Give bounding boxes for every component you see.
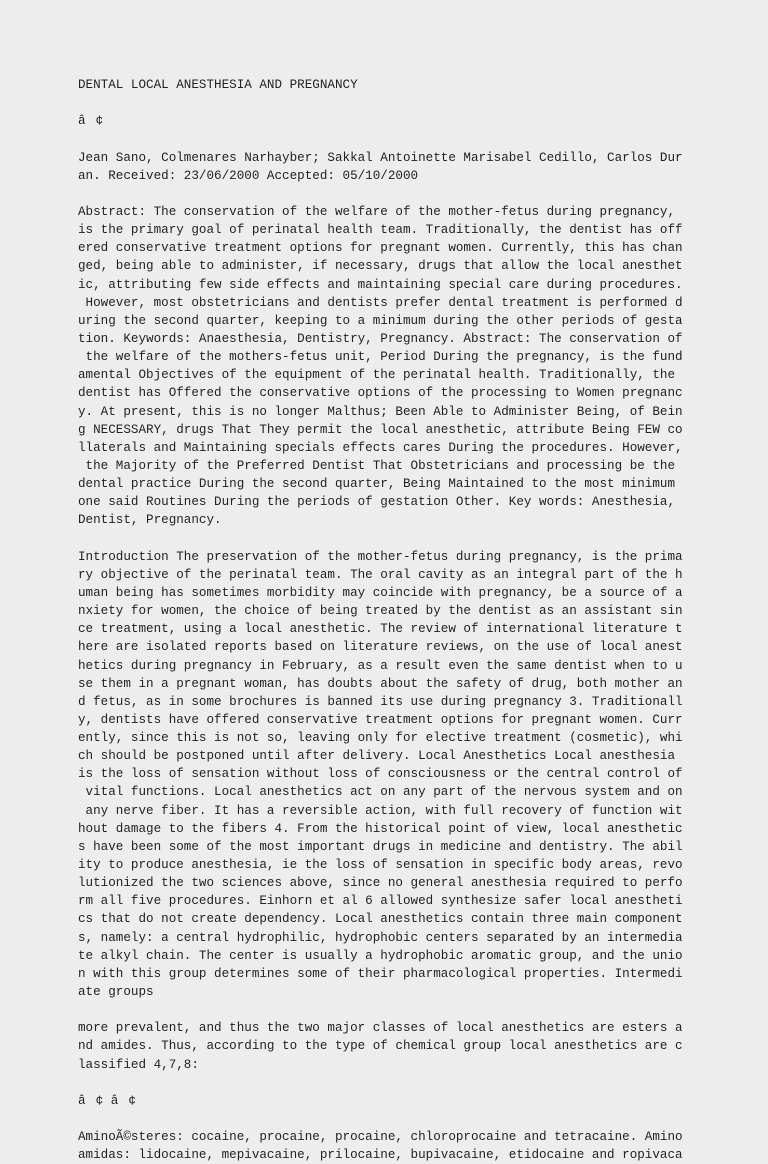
introduction-paragraph [78, 548, 698, 1002]
text-line: n with this group determines some of their pharmacological properties. Intermedi [78, 966, 683, 981]
text-line: the Majority of the Preferred Dentist That Obstetricians and processing be the [78, 458, 676, 473]
text-line: nxiety for women, the choice of being treated by the dentist as an assistant sin [78, 604, 683, 619]
text-line: nd amides. Thus, according to the type of chemical group local anesthetics are c [78, 1039, 683, 1054]
text-line: Dentist, Pregnancy. [78, 513, 222, 528]
document-title: DENTAL LOCAL ANESTHESIA AND PREGNANCY [78, 78, 358, 92]
text-line: uman being has sometimes morbidity may coincide with pregnancy, be a source of a [78, 585, 683, 600]
text-line: y. At present, this is no longer Malthus; Been Able to Administer Being, of Bein [78, 404, 683, 419]
document-body [78, 76, 698, 1164]
abstract-paragraph [78, 203, 698, 530]
text-line: an. Received: 23/06/2000 Accepted: 05/10/2000 [78, 168, 419, 183]
text-line: lassified 4,7,8: [78, 1057, 199, 1072]
text-line: any nerve fiber. It has a reversible action, with full recovery of function wit [78, 803, 683, 818]
text-line: ered conservative treatment options for pregnant women. Currently, this has chan [78, 241, 683, 256]
text-line: uring the second quarter, keeping to a minimum during the other periods of gesta [78, 313, 683, 328]
text-line: hout damage to the fibers 4. From the historical point of view, local anesthetic [78, 821, 683, 836]
text-line: lutionized the two sciences above, since no general anesthesia required to perfo [78, 876, 683, 891]
text-line: ic, attributing few side effects and maintaining special care during procedures. [78, 277, 683, 292]
text-line: d fetus, as in some brochures is banned its use during pregnancy 3. Traditionall [78, 694, 683, 709]
text-line: Jean Sano, Colmenares Narhayber; Sakkal Antoinette Marisabel Cedillo, Carlos Dur [78, 150, 683, 165]
text-line: ry objective of the perinatal team. The oral cavity as an integral part of the h [78, 567, 683, 582]
text-line: ate groups [78, 985, 154, 1000]
text-line: amental Objectives of the equipment of the perinatal health. Traditionally, the [78, 368, 676, 383]
text-line: one said Routines During the periods of gestation Other. Key words: Anesthesia, [78, 495, 676, 510]
text-line: cs that do not create dependency. Local anesthetics contain three main component [78, 912, 683, 927]
text-line: ce treatment, using a local anesthetic. The review of international literature t [78, 622, 683, 637]
text-line: ently, since this is not so, leaving only for elective treatment (cosmetic), whi [78, 731, 683, 746]
text-line: is the loss of sensation without loss of consciousness or the central control of [78, 767, 683, 782]
text-line: the welfare of the mothers-fetus unit, Period During the pregnancy, is the fund [78, 350, 683, 365]
text-line: here are isolated reports based on literature reviews, on the use of local anest [78, 640, 683, 655]
text-line: se them in a pregnant woman, has doubts about the safety of drug, both mother an [78, 676, 683, 691]
text-line: hetics during pregnancy in February, as a result even the same dentist when to u [78, 658, 683, 673]
text-line: Introduction The preservation of the mother-fetus during pregnancy, is the prima [78, 549, 683, 564]
text-line: y, dentists have offered conservative treatment options for pregnant women. Curr [78, 712, 683, 727]
text-line: dentist has Offered the conservative options of the processing to Women pregnanc [78, 386, 683, 401]
text-line: tion. Keywords: Anaesthesia, Dentistry, Pregnancy. Abstract: The conservation of [78, 331, 683, 346]
text-line: more prevalent, and thus the two major classes of local anesthetics are esters a [78, 1021, 683, 1036]
text-line: is the primary goal of perinatal health team. Traditionally, the dentist has off [78, 223, 683, 238]
text-line: llaterals and Maintaining specials effects cares During the procedures. However, [78, 440, 683, 455]
text-line: ged, being able to administer, if necessary, drugs that allow the local anesthet [78, 259, 683, 274]
text-line: dental practice During the second quarter, Being Maintained to the most minimum [78, 477, 676, 492]
text-line: However, most obstetricians and dentists prefer dental treatment is performed d [78, 295, 683, 310]
authors-paragraph [78, 149, 698, 185]
text-line: g NECESSARY, drugs That They permit the local anesthetic, attribute Being FEW co [78, 422, 683, 437]
continuation-paragraph [78, 1019, 698, 1073]
text-line: s have been some of the most important drugs in medicine and dentistry. The abil [78, 839, 683, 854]
text-line: te alkyl chain. The center is usually a hydrophobic aromatic group, and the unio [78, 948, 683, 963]
bullet-glyph: â¢ [78, 114, 104, 129]
bullet-glyphs: â¢ â¢ [78, 1093, 136, 1108]
text-line: ity to produce anesthesia, ie the loss of sensation in specific body areas, revo [78, 858, 683, 873]
text-line: s, namely: a central hydrophilic, hydrophobic centers separated by an intermedia [78, 930, 683, 945]
anesthetic-classes-paragraph [78, 1128, 698, 1164]
text-line: rm all five procedures. Einhorn et al 6 allowed synthesize safer local anestheti [78, 894, 683, 909]
text-line: Abstract: The conservation of the welfare of the mother-fetus during pregnancy, [78, 204, 676, 219]
text-line: ch should be postponed until after delivery. Local Anesthetics Local anesthesia [78, 749, 676, 764]
text-line: AminoÃ©steres: cocaine, procaine, procaine, chloroprocaine and tetracaine. Amino [78, 1130, 683, 1145]
text-line: amidas: lidocaine, mepivacaine, prilocaine, bupivacaine, etidocaine and ropivaca [78, 1148, 683, 1163]
text-line: vital functions. Local anesthetics act on any part of the nervous system and on [78, 785, 683, 800]
